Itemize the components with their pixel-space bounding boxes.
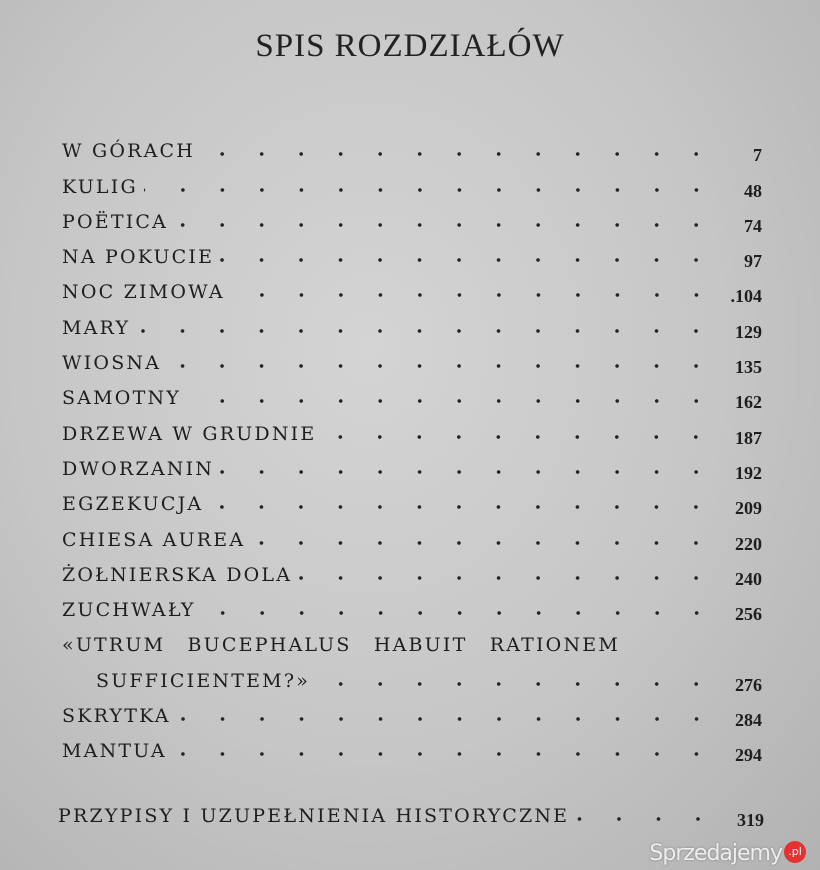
page-title: SPIS ROZDZIAŁÓW: [255, 28, 565, 64]
entry-page: 240: [735, 568, 762, 589]
entry-title: NOC ZIMOWA: [62, 281, 225, 304]
dot-leader: [187, 396, 716, 406]
entry-page: 187: [735, 427, 762, 448]
toc-entry: [62, 727, 762, 766]
entry-page: 97: [744, 251, 762, 272]
dot-leader: [201, 149, 716, 159]
entry-page: 7: [753, 145, 762, 166]
watermark-text: Sprzedajemy: [649, 841, 782, 866]
toc-entry: [62, 409, 762, 448]
entry-page: 220: [735, 533, 762, 554]
entry-page: 135: [735, 357, 762, 378]
dot-leader: [220, 255, 716, 265]
entry-title: MANTUA: [62, 740, 167, 763]
dot-leader: [316, 679, 716, 689]
entry-title: ZUCHWAŁY: [62, 599, 196, 622]
toc-entry-notes: [58, 792, 764, 831]
entry-page: 294: [735, 745, 762, 766]
entry-title: DWORZANIN: [62, 457, 215, 480]
toc-entry: [62, 656, 762, 695]
toc-entry: [62, 515, 762, 554]
entry-title: CHIESA AUREA: [62, 528, 246, 551]
entry-page: 209: [735, 498, 762, 519]
entry-title: NA POKUCIE: [62, 246, 215, 269]
entry-page: 276: [735, 674, 762, 695]
entry-title: W GÓRACH: [62, 140, 196, 163]
toc-entry: [62, 692, 762, 731]
dot-leader: [298, 573, 716, 583]
toc-entry: [62, 621, 762, 656]
entry-title: POËTICA: [62, 210, 169, 233]
toc-entry: [62, 268, 762, 307]
entry-page: 129: [735, 321, 762, 342]
toc-entry: [62, 127, 762, 166]
entry-title: SUFFICIENTEM?»: [96, 669, 311, 692]
entry-page: .104: [730, 286, 762, 307]
dot-leader: [575, 814, 718, 824]
entry-title: MARY: [62, 316, 131, 339]
dot-leader: [144, 185, 716, 195]
toc-entry: [62, 339, 762, 378]
entry-title: «UTRUM BUCEPHALUS HABUIT RATIONEM: [62, 634, 621, 657]
dot-leader: [209, 502, 716, 512]
dot-leader: [220, 467, 716, 477]
entry-page: 319: [737, 810, 764, 831]
toc-entry: [62, 551, 762, 589]
entry-title: ŻOŁNIERSKA DOLA: [62, 563, 293, 586]
dot-leader: [251, 538, 716, 548]
entry-page: 284: [735, 710, 762, 731]
dot-leader: [626, 643, 716, 653]
toc-entry: [62, 303, 762, 342]
toc-entry: [62, 162, 762, 201]
table-of-contents: [62, 127, 762, 766]
entry-page: 192: [735, 462, 762, 483]
watermark-logo: [649, 841, 806, 867]
dot-leader: [173, 749, 716, 759]
entry-page: 162: [735, 392, 762, 413]
dot-leader: [177, 714, 716, 724]
dot-leader: [167, 361, 716, 371]
dot-leader: [231, 290, 716, 300]
toc-entry: [62, 374, 762, 413]
entry-title: WIOSNA: [62, 352, 162, 375]
toc-entry: [62, 445, 762, 483]
entry-title: SAMOTNY: [62, 387, 182, 410]
dot-leader: [174, 220, 716, 230]
toc-entry: [62, 233, 762, 272]
entry-title: PRZYPISY I UZUPEŁNIENIA HISTORYCZNE: [58, 805, 570, 828]
entry-page: 48: [744, 180, 762, 201]
dot-leader: [202, 608, 716, 618]
watermark-suffix: .pl: [784, 841, 806, 863]
entry-title: KULIG: [62, 175, 138, 198]
entry-title: EGZEKUCJA: [62, 493, 204, 516]
dot-leader: [136, 326, 716, 336]
entry-title: DRZEWA W GRUDNIE: [62, 422, 317, 445]
toc-entry: [62, 198, 762, 236]
toc-entry: [62, 480, 762, 519]
dot-leader: [322, 432, 716, 442]
toc-entry: [62, 586, 762, 625]
entry-page: 256: [735, 604, 762, 625]
entry-title: SKRYTKA: [62, 705, 171, 728]
entry-page: 74: [744, 215, 762, 236]
